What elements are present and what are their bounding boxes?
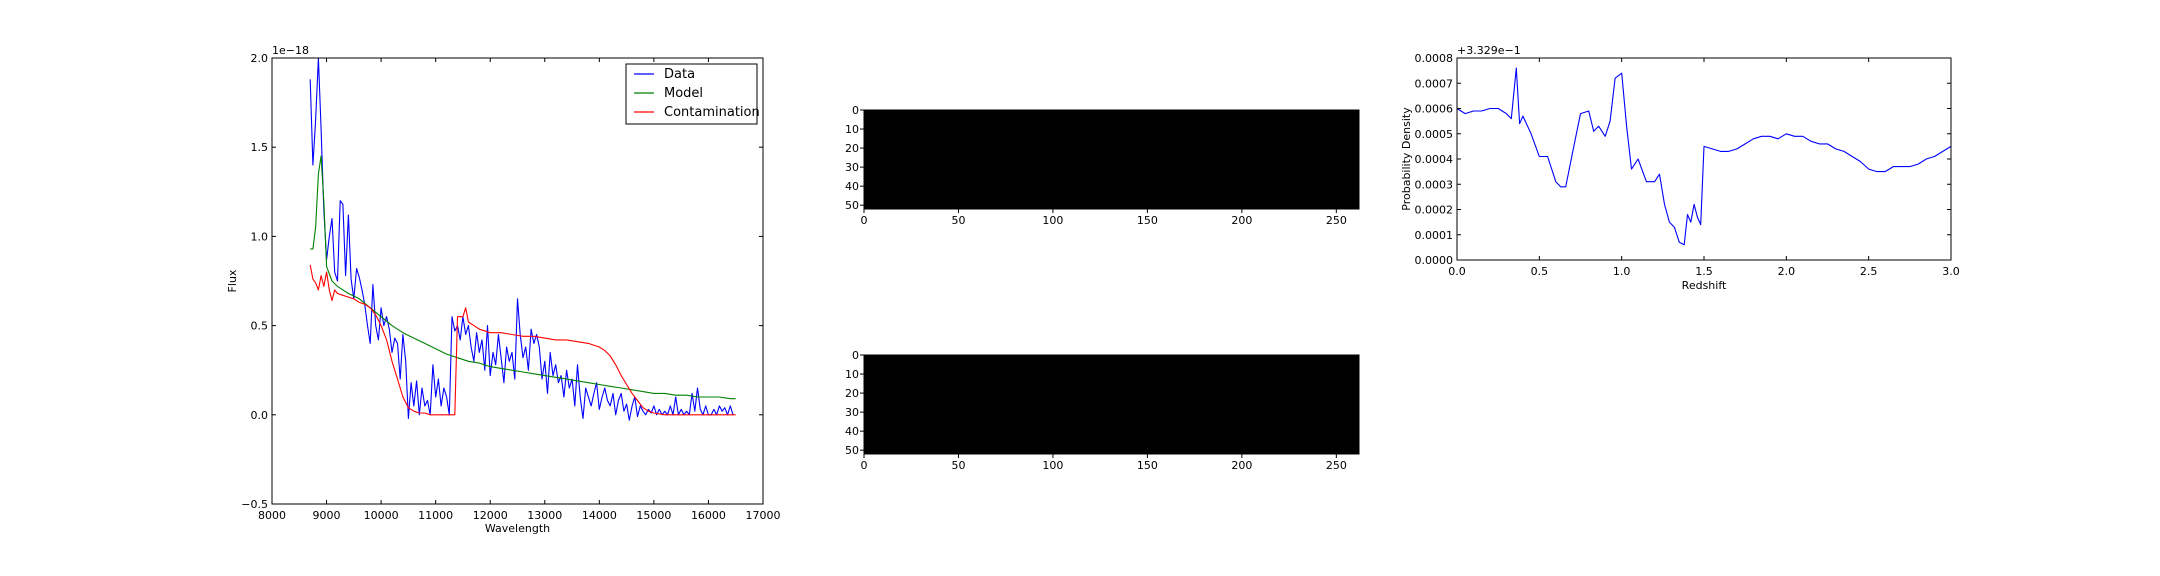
- redshift-y-tick-label: 0.0001: [1414, 228, 1453, 242]
- image-top-x-tick-label: 150: [1136, 214, 1158, 227]
- spectrum-y-tick-label: 2.0: [250, 52, 268, 65]
- image-bottom-x-tick-label: 250: [1325, 459, 1347, 472]
- redshift-y-tick-label: 0.0007: [1414, 77, 1453, 91]
- redshift-chart: [1400, 44, 1960, 292]
- image-bottom-x-tick-label: 100: [1042, 459, 1064, 472]
- redshift-x-tick-label: 3.0: [1942, 265, 1960, 278]
- redshift-y-tick-label: 0.0003: [1414, 178, 1453, 192]
- image-bottom-y-tick-label: 50: [845, 444, 859, 458]
- image-top-x-tick-label: 250: [1325, 214, 1347, 227]
- redshift-x-ticks: [1448, 58, 1960, 278]
- redshift-x-tick-label: 1.0: [1612, 265, 1631, 278]
- redshift-x-tick-label: 0.5: [1530, 265, 1549, 278]
- spectrum-x-tick-label: 12000: [472, 509, 508, 522]
- image-bottom-y-tick-label: 30: [845, 406, 859, 420]
- image-bottom-x-tick-label: 50: [951, 459, 966, 472]
- image-top-y-tick-label: 50: [845, 199, 859, 213]
- image-top-y-tick-label: 20: [845, 142, 859, 156]
- legend-label-data: Data: [664, 67, 696, 82]
- spectrum-x-ticks: [258, 58, 781, 522]
- image-bottom-y-tick-label: 20: [845, 387, 859, 401]
- image-top-y-tick-label: 40: [845, 180, 859, 194]
- spectrum-x-tick-label: 13000: [527, 509, 563, 522]
- image-top-x-tick-label: 100: [1042, 214, 1064, 227]
- redshift-y-tick-label: 0.0004: [1414, 153, 1453, 166]
- redshift-y-tick-label: 0.0008: [1414, 52, 1453, 65]
- redshift-y-tick-label: 0.0000: [1414, 254, 1453, 267]
- spectrum-y-label: Flux: [226, 269, 239, 293]
- image-top-x-tick-label: 200: [1231, 214, 1253, 227]
- image-top-x-tick-label: 50: [951, 214, 966, 227]
- image-top-chart: [845, 104, 1359, 227]
- redshift-y-label: Probability Density: [1400, 107, 1413, 211]
- spectrum-offset-text: 1e−18: [272, 44, 309, 57]
- spectrum-x-tick-label: 8000: [258, 509, 286, 522]
- image-bottom-x-tick-label: 150: [1136, 459, 1158, 472]
- spectrum-series-contamination: [310, 265, 736, 415]
- image-bottom-chart: [845, 349, 1359, 472]
- redshift-x-tick-label: 2.0: [1777, 265, 1796, 278]
- redshift-series-group: [1457, 68, 1951, 245]
- spectrum-y-tick-label: 1.0: [250, 230, 268, 244]
- image-top-fill: [864, 110, 1359, 209]
- image-top-x-ticks: [861, 209, 1347, 227]
- redshift-x-tick-label: 1.5: [1695, 265, 1713, 278]
- spectrum-y-tick-label: −0.5: [241, 498, 268, 511]
- image-bottom-fill: [864, 355, 1359, 454]
- spectrum-x-tick-label: 16000: [690, 509, 726, 522]
- image-bottom-x-ticks: [861, 454, 1347, 472]
- spectrum-legend: [626, 64, 760, 124]
- spectrum-x-tick-label: 9000: [312, 509, 341, 522]
- image-top-x-tick-label: 0: [860, 214, 868, 227]
- image-bottom-x-tick-label: 200: [1231, 459, 1253, 472]
- spectrum-x-tick-label: 15000: [636, 509, 672, 522]
- spectrum-x-tick-label: 10000: [363, 509, 399, 522]
- spectrum-y-tick-label: 1.5: [250, 141, 268, 155]
- redshift-x-tick-label: 2.5: [1859, 265, 1878, 278]
- spectrum-x-label: Wavelength: [484, 522, 551, 535]
- redshift-y-ticks: [1415, 52, 1952, 267]
- image-top-y-ticks: [845, 104, 864, 212]
- image-bottom-y-tick-label: 40: [845, 425, 859, 439]
- image-bottom-x-tick-label: 0: [860, 459, 868, 472]
- image-top-y-tick-label: 30: [845, 161, 859, 175]
- redshift-y-tick-label: 0.0002: [1414, 203, 1453, 217]
- redshift-y-tick-label: 0.0005: [1414, 127, 1453, 141]
- image-bottom-y-ticks: [845, 349, 864, 457]
- spectrum-y-tick-label: 0.0: [250, 408, 268, 422]
- spectrum-x-tick-label: 17000: [745, 509, 781, 522]
- image-bottom-y-tick-label: 0: [852, 349, 859, 362]
- redshift-y-tick-label: 0.0006: [1414, 102, 1453, 116]
- spectrum-series-model: [310, 156, 736, 399]
- redshift-series-probability-density: [1457, 68, 1951, 245]
- image-bottom-y-tick-label: 10: [845, 368, 859, 382]
- spectrum-y-tick-label: 0.5: [250, 319, 268, 333]
- image-top-y-tick-label: 0: [852, 104, 859, 117]
- image-top-y-tick-label: 10: [845, 123, 859, 137]
- spectrum-chart: [226, 44, 781, 535]
- spectrum-x-tick-label: 11000: [418, 509, 454, 522]
- redshift-x-tick-label: 0.0: [1448, 265, 1466, 278]
- redshift-x-label: Redshift: [1681, 279, 1727, 292]
- spectrum-x-tick-label: 14000: [581, 509, 617, 522]
- spectrum-axes-frame: [272, 58, 763, 504]
- legend-label-model: Model: [664, 86, 704, 101]
- legend-label-contamination: Contamination: [664, 105, 760, 120]
- redshift-offset-text: +3.329e−1: [1457, 44, 1521, 57]
